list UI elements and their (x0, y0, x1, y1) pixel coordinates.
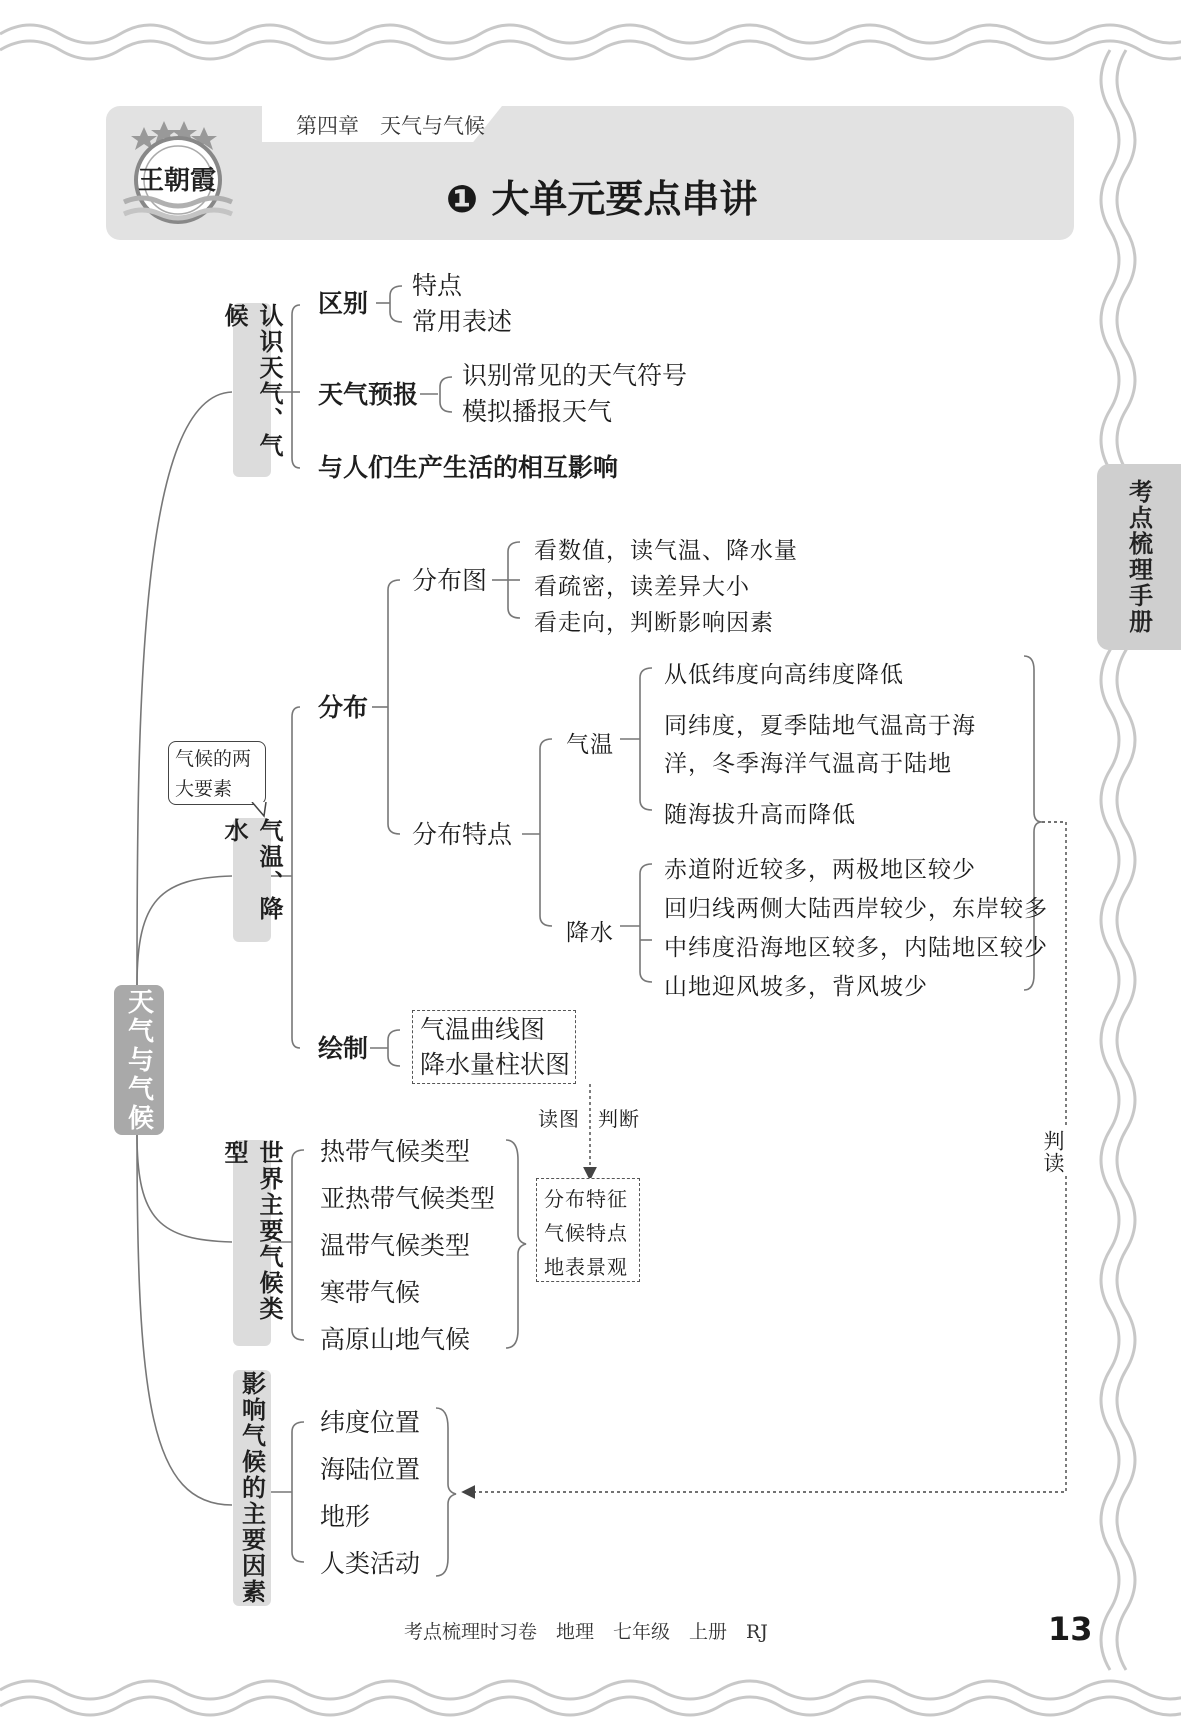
precipitation-label: 降水 (566, 920, 614, 946)
branch-temperature-precipitation: 气温、降水 (233, 818, 271, 942)
map-item-3: 看走向，判断影响因素 (534, 610, 774, 636)
distinguish-label: 区别 (318, 289, 369, 318)
precip-item-2: 回归线两侧大陆西岸较少，东岸较多 (664, 896, 1048, 922)
factor-3: 地形 (320, 1502, 371, 1531)
footer-text: 考点梳理时习卷 地理 七年级 上册 RJ (404, 1621, 768, 1643)
factor-4: 人类活动 (320, 1549, 421, 1578)
forecast-item-2: 模拟播报天气 (462, 397, 613, 426)
precip-item-4: 山地迎风坡多，背风坡少 (664, 974, 928, 1000)
branch-climate-factors: 影响气候的主要因素 (233, 1370, 271, 1606)
feature-item-2: 气候特点 (544, 1221, 628, 1245)
climate-type-3: 温带气候类型 (320, 1231, 471, 1260)
drawing-item-1: 气温曲线图 (420, 1015, 546, 1044)
impact-label: 与人们生产生活的相互影响 (318, 453, 619, 482)
climate-type-5: 高原山地气候 (320, 1325, 471, 1354)
climate-type-2: 亚热带气候类型 (320, 1184, 496, 1213)
page-title: ❶ 大单元要点串讲 (446, 177, 758, 221)
arrow-label-read-map: 读图 (538, 1107, 580, 1131)
distribution-label: 分布 (318, 693, 369, 722)
precip-item-3: 中纬度沿海地区较多，内陆地区较少 (664, 935, 1048, 961)
logo-text: 王朝霞 (138, 166, 217, 196)
precip-item-1: 赤道附近较多，两极地区较少 (664, 857, 976, 883)
branch-world-climate-types: 世界主要气候类型 (233, 1140, 271, 1346)
feature-item-1: 分布特征 (544, 1187, 628, 1211)
distribution-map-label: 分布图 (412, 566, 488, 595)
arrow-label-interpret: 判读 (1038, 1128, 1068, 1176)
climate-type-1: 热带气候类型 (320, 1137, 471, 1166)
factor-2: 海陆位置 (320, 1455, 421, 1484)
temperature-label: 气温 (566, 732, 614, 758)
distinguish-item-2: 常用表述 (412, 307, 513, 336)
climate-type-4: 寒带气候 (320, 1278, 421, 1307)
callout-bubble: 气候的两大要素 (168, 741, 266, 805)
drawing-item-2: 降水量柱状图 (420, 1050, 571, 1079)
distribution-features-label: 分布特点 (412, 820, 513, 849)
distinguish-item-1: 特点 (412, 271, 463, 300)
map-item-2: 看疏密，读差异大小 (534, 574, 750, 600)
drawing-label: 绘制 (318, 1034, 369, 1063)
arrow-label-judge: 判断 (598, 1107, 640, 1131)
side-tab[interactable]: 考点梳理手册 (1097, 464, 1181, 650)
temp-item-3: 洋，冬季海洋气温高于陆地 (664, 751, 952, 777)
temp-item-2: 同纬度，夏季陆地气温高于海 (664, 713, 976, 739)
factor-1: 纬度位置 (320, 1408, 421, 1437)
map-item-1: 看数值，读气温、降水量 (534, 538, 798, 564)
branch-recognize-weather-climate: 认识天气、气候 (233, 303, 271, 477)
forecast-item-1: 识别常见的天气符号 (462, 361, 688, 390)
callout-tail (250, 802, 270, 818)
chapter-label: 第四章 天气与气候 (296, 114, 485, 138)
page-number: 13 (1048, 1610, 1093, 1648)
root-node: 天气与气候 (114, 985, 164, 1135)
forecast-label: 天气预报 (318, 380, 419, 409)
feature-item-3: 地表景观 (544, 1255, 628, 1279)
temp-item-1: 从低纬度向高纬度降低 (664, 662, 904, 688)
temp-item-4: 随海拔升高而降低 (664, 802, 856, 828)
